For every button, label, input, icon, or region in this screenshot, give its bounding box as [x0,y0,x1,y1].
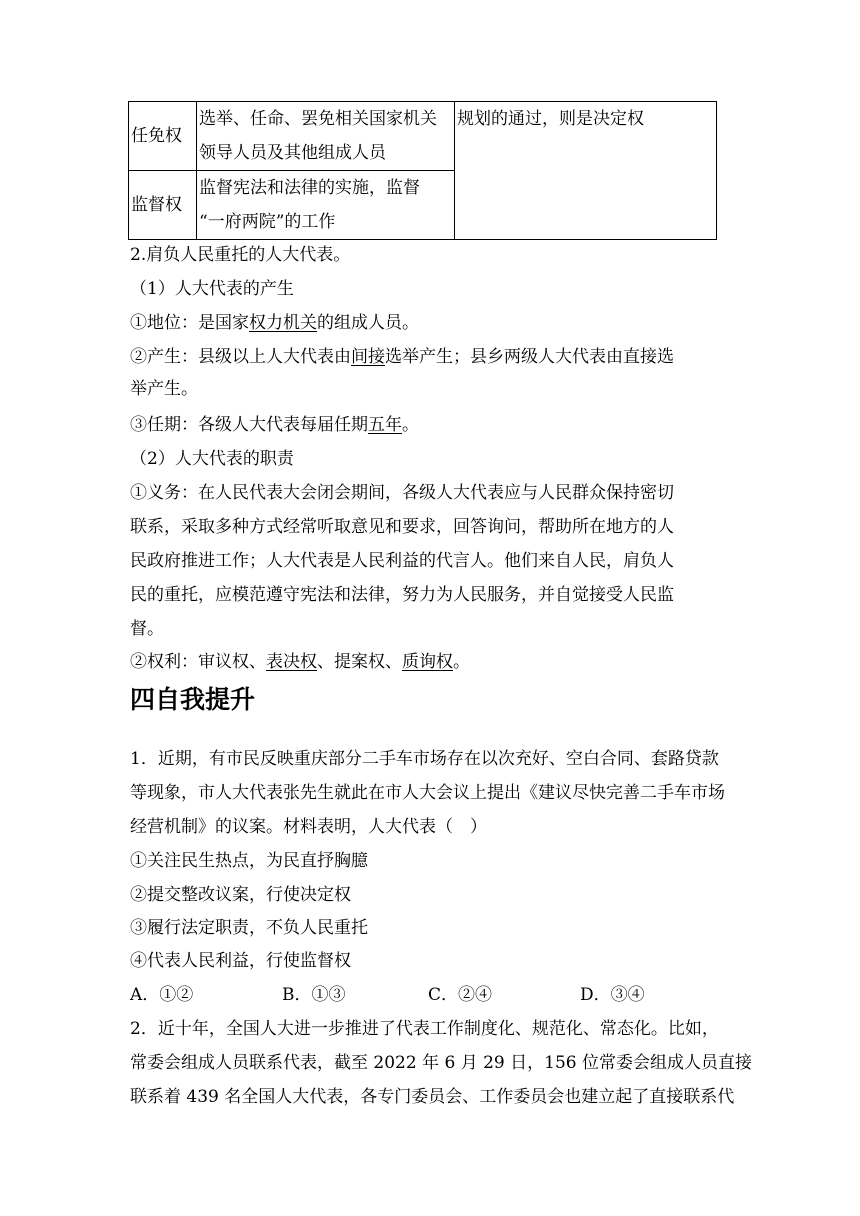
power-desc-line: 选举、任命、罢免相关国家机关 [199,109,437,129]
question-line: 经营机制》的议案。材料表明，人大代表（ ） [130,817,487,837]
choice-item: ②提交整改议案，行使决定权 [130,885,351,905]
election-item [130,340,674,374]
duty-line: 民的重托，应模范遵守宪法和法律，努力为人民服务，并自觉接受人民监 [130,585,674,605]
shared-cell: 规划的通过，则是决定权 [455,102,717,240]
duty-line: 民政府推进工作；人大代表是人民利益的代言人。他们来自人民，肩负人 [130,551,674,571]
item-text: ②产生：县级以上人大代表由 [130,347,351,367]
item-text: 。 [453,652,470,672]
powers-table [128,101,717,240]
power-desc-line: 领导人员及其他组成人员 [199,143,386,163]
section-title: 2.肩负人民重托的人大代表。 [130,245,351,265]
duty-line: ①义务：在人民代表大会闭会期间，各级人大代表应与人民群众保持密切 [130,483,674,503]
option-a[interactable]: A．①② [130,985,194,1005]
answer-options [130,978,730,1012]
term-item [130,408,419,442]
underlined-term: 表决权 [266,652,317,672]
option-d[interactable]: D．③④ [580,985,645,1005]
power-desc-cell [197,171,455,240]
power-desc-cell [197,102,455,171]
question-line: 2．近十年，全国人大进一步推进了代表工作制度化、规范化、常态化。比如， [130,1019,719,1039]
choice-item: ③履行法定职责，不负人民重托 [130,918,368,938]
item-text: ②权利：审议权、 [130,652,266,672]
option-b[interactable]: B．①③ [282,985,346,1005]
rights-item [130,645,470,679]
duty-line: 联系，采取多种方式经常听取意见和要求，回答询问，帮助所在地方的人 [130,517,674,537]
question-line: 联系着 439 名全国人大代表，各专门委员会、工作委员会也建立起了直接联系代 [130,1087,735,1107]
question-line: 等现象，市人大代表张先生就此在市人大会议上提出《建议尽快完善二手车市场 [130,783,725,803]
power-desc-line: 监督宪法和法律的实施，监督 [199,178,420,198]
item-text: 、提案权、 [317,652,402,672]
section-heading: 四自我提升 [130,685,256,714]
duty-line: 督。 [130,619,164,639]
item-text: ①地位：是国家 [130,313,249,333]
underlined-term: 权力机关 [249,313,317,333]
question-line: 1．近期，有市民反映重庆部分二手车市场存在以次充好、空白合同、套路贷款 [130,749,719,769]
underlined-term: 五年 [368,415,402,435]
power-name-cell: 任免权 [129,102,197,171]
subsection-title: （2）人大代表的职责 [130,449,294,469]
power-desc-line: “一府两院”的工作 [199,212,336,232]
choice-item: ①关注民生热点，为民直抒胸臆 [130,851,368,871]
subsection-title: （1）人大代表的产生 [130,279,294,299]
item-text: 选举产生；县乡两级人大代表由直接选 [385,347,674,367]
option-c[interactable]: C．②④ [428,985,493,1005]
underlined-term: 间接 [351,347,385,367]
underlined-term: 质询权 [402,652,453,672]
election-item-cont: 举产生。 [130,379,198,399]
choice-item: ④代表人民利益，行使监督权 [130,951,351,971]
item-text: 。 [402,415,419,435]
power-name-cell: 监督权 [129,171,197,240]
status-item [130,306,419,340]
table-row [129,102,717,171]
item-text: 的组成人员。 [317,313,419,333]
question-line: 常委会组成人员联系代表，截至 2022 年 6 月 29 日，156 位常委会组成人员直接 [130,1053,752,1073]
item-text: ③任期：各级人大代表每届任期 [130,415,368,435]
